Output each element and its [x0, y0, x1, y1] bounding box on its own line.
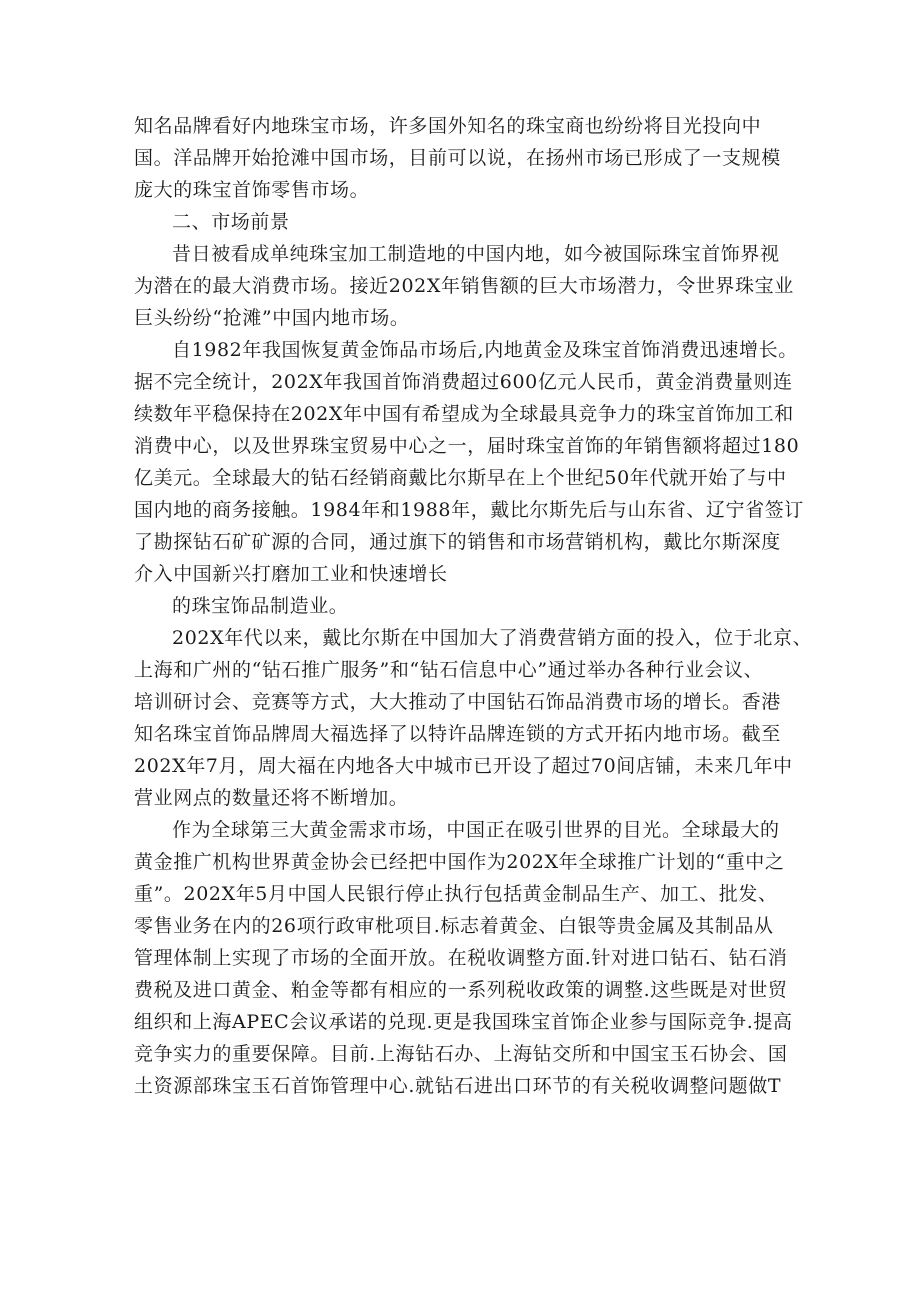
text-line: 国内地的商务接触。1984年和1988年，戴比尔斯先后与山东省、辽宁省签订 — [134, 499, 804, 521]
text-line: 作为全球第三大黄金需求市场，中国正在吸引世界的目光。全球最大的 — [172, 819, 780, 841]
text-line: 自1982年我国恢复黄金饰品市场后,内地黄金及珠宝首饰消费迅速增长。 — [172, 339, 798, 361]
text-line: 介入中国新兴打磨加工业和快速增长 — [134, 563, 448, 585]
text-line: 为潜在的最大消费市场。接近202X年销售额的巨大市场潜力，令世界珠宝业 — [134, 275, 794, 297]
text-line: 竞争实力的重要保障。目前.上海钻石办、上海钻交所和中国宝玉石协会、国 — [134, 1043, 788, 1065]
text-line: 202X年代以来，戴比尔斯在中国加大了消费营销方面的投入，位于北京、 — [172, 627, 813, 649]
text-line: 亿美元。全球最大的钻石经销商戴比尔斯早在上个世纪50年代就开始了与中 — [134, 467, 787, 489]
text-line: 知名珠宝首饰品牌周大福选择了以特许品牌连锁的方式开拓内地市场。截至 — [134, 723, 781, 745]
text-line: 国。洋品牌开始抢滩中国市场，目前可以说，在扬州市场已形成了一支规模 — [134, 147, 781, 169]
text-line: 费税及进口黄金、粕金等都有相应的一系列税收政策的调整.这些既是对世贸 — [134, 979, 788, 1001]
text-line: 营业网点的数量还将不断增加。 — [134, 787, 409, 809]
text-line: 消费中心，以及世界珠宝贸易中心之一，届时珠宝首饰的年销售额将超过180 — [134, 435, 800, 457]
text-line: 庞大的珠宝首饰零售市场。 — [134, 179, 370, 201]
text-line: 据不完全统计，202X年我国首饰消费超过600亿元人民币，黄金消费量则连 — [134, 371, 793, 393]
text-line: 202X年7月，周大福在内地各大中城市已开设了超过70间店铺，未来几年中 — [134, 755, 793, 777]
text-line: 培训研讨会、竞赛等方式，大大推动了中国钻石饰品消费市场的增长。香港 — [134, 691, 781, 713]
text-line: 知名品牌看好内地珠宝市场，许多国外知名的珠宝商也纷纷将目光投向中 — [134, 115, 762, 137]
text-line: 组织和上海APEC会议承诺的兑现.更是我国珠宝首饰企业参与国际竞争.提高 — [134, 1011, 793, 1033]
text-line: 二、市场前景 — [172, 211, 290, 233]
text-line: 零售业务在内的26项行政审枇项目.标志着黄金、白银等贵金属及其制品从 — [134, 915, 774, 937]
text-line: 上海和广州的“钻石推广服务”和“钻石信息中心”通过举办各种行业会议、 — [134, 659, 764, 681]
text-line: 土资源部珠宝玉石首饰管理中心.就钻石进出口环节的有关税收调整问题做T — [134, 1075, 782, 1097]
text-line: 的珠宝饰品制造业。 — [172, 595, 349, 617]
text-line: 管理体制上实现了市场的全面开放。在税收调整方面.针对进口钻石、钻石消 — [134, 947, 788, 969]
text-line: 黄金推广机构世界黄金协会已经把中国作为202X年全球推广计划的“重中之 — [134, 851, 785, 873]
document-body — [134, 110, 813, 1102]
text-line: 了勘探钻石矿矿源的合同，通过旗下的销售和市场营销机构，戴比尔斯深度 — [134, 531, 781, 553]
text-line: 续数年平稳保持在202X年中国有希望成为全球最具竞争力的珠宝首饰加工和 — [134, 403, 794, 425]
text-line: 昔日被看成单纯珠宝加工制造地的中国内地，如今被国际珠宝首饰界视 — [172, 243, 780, 265]
text-line: 巨头纷纷“抢滩”中国内地市场。 — [134, 307, 410, 329]
text-line: 重”。202X年5月中国人民银行停止执行包括黄金制品生产、加工、批发、 — [134, 883, 778, 905]
